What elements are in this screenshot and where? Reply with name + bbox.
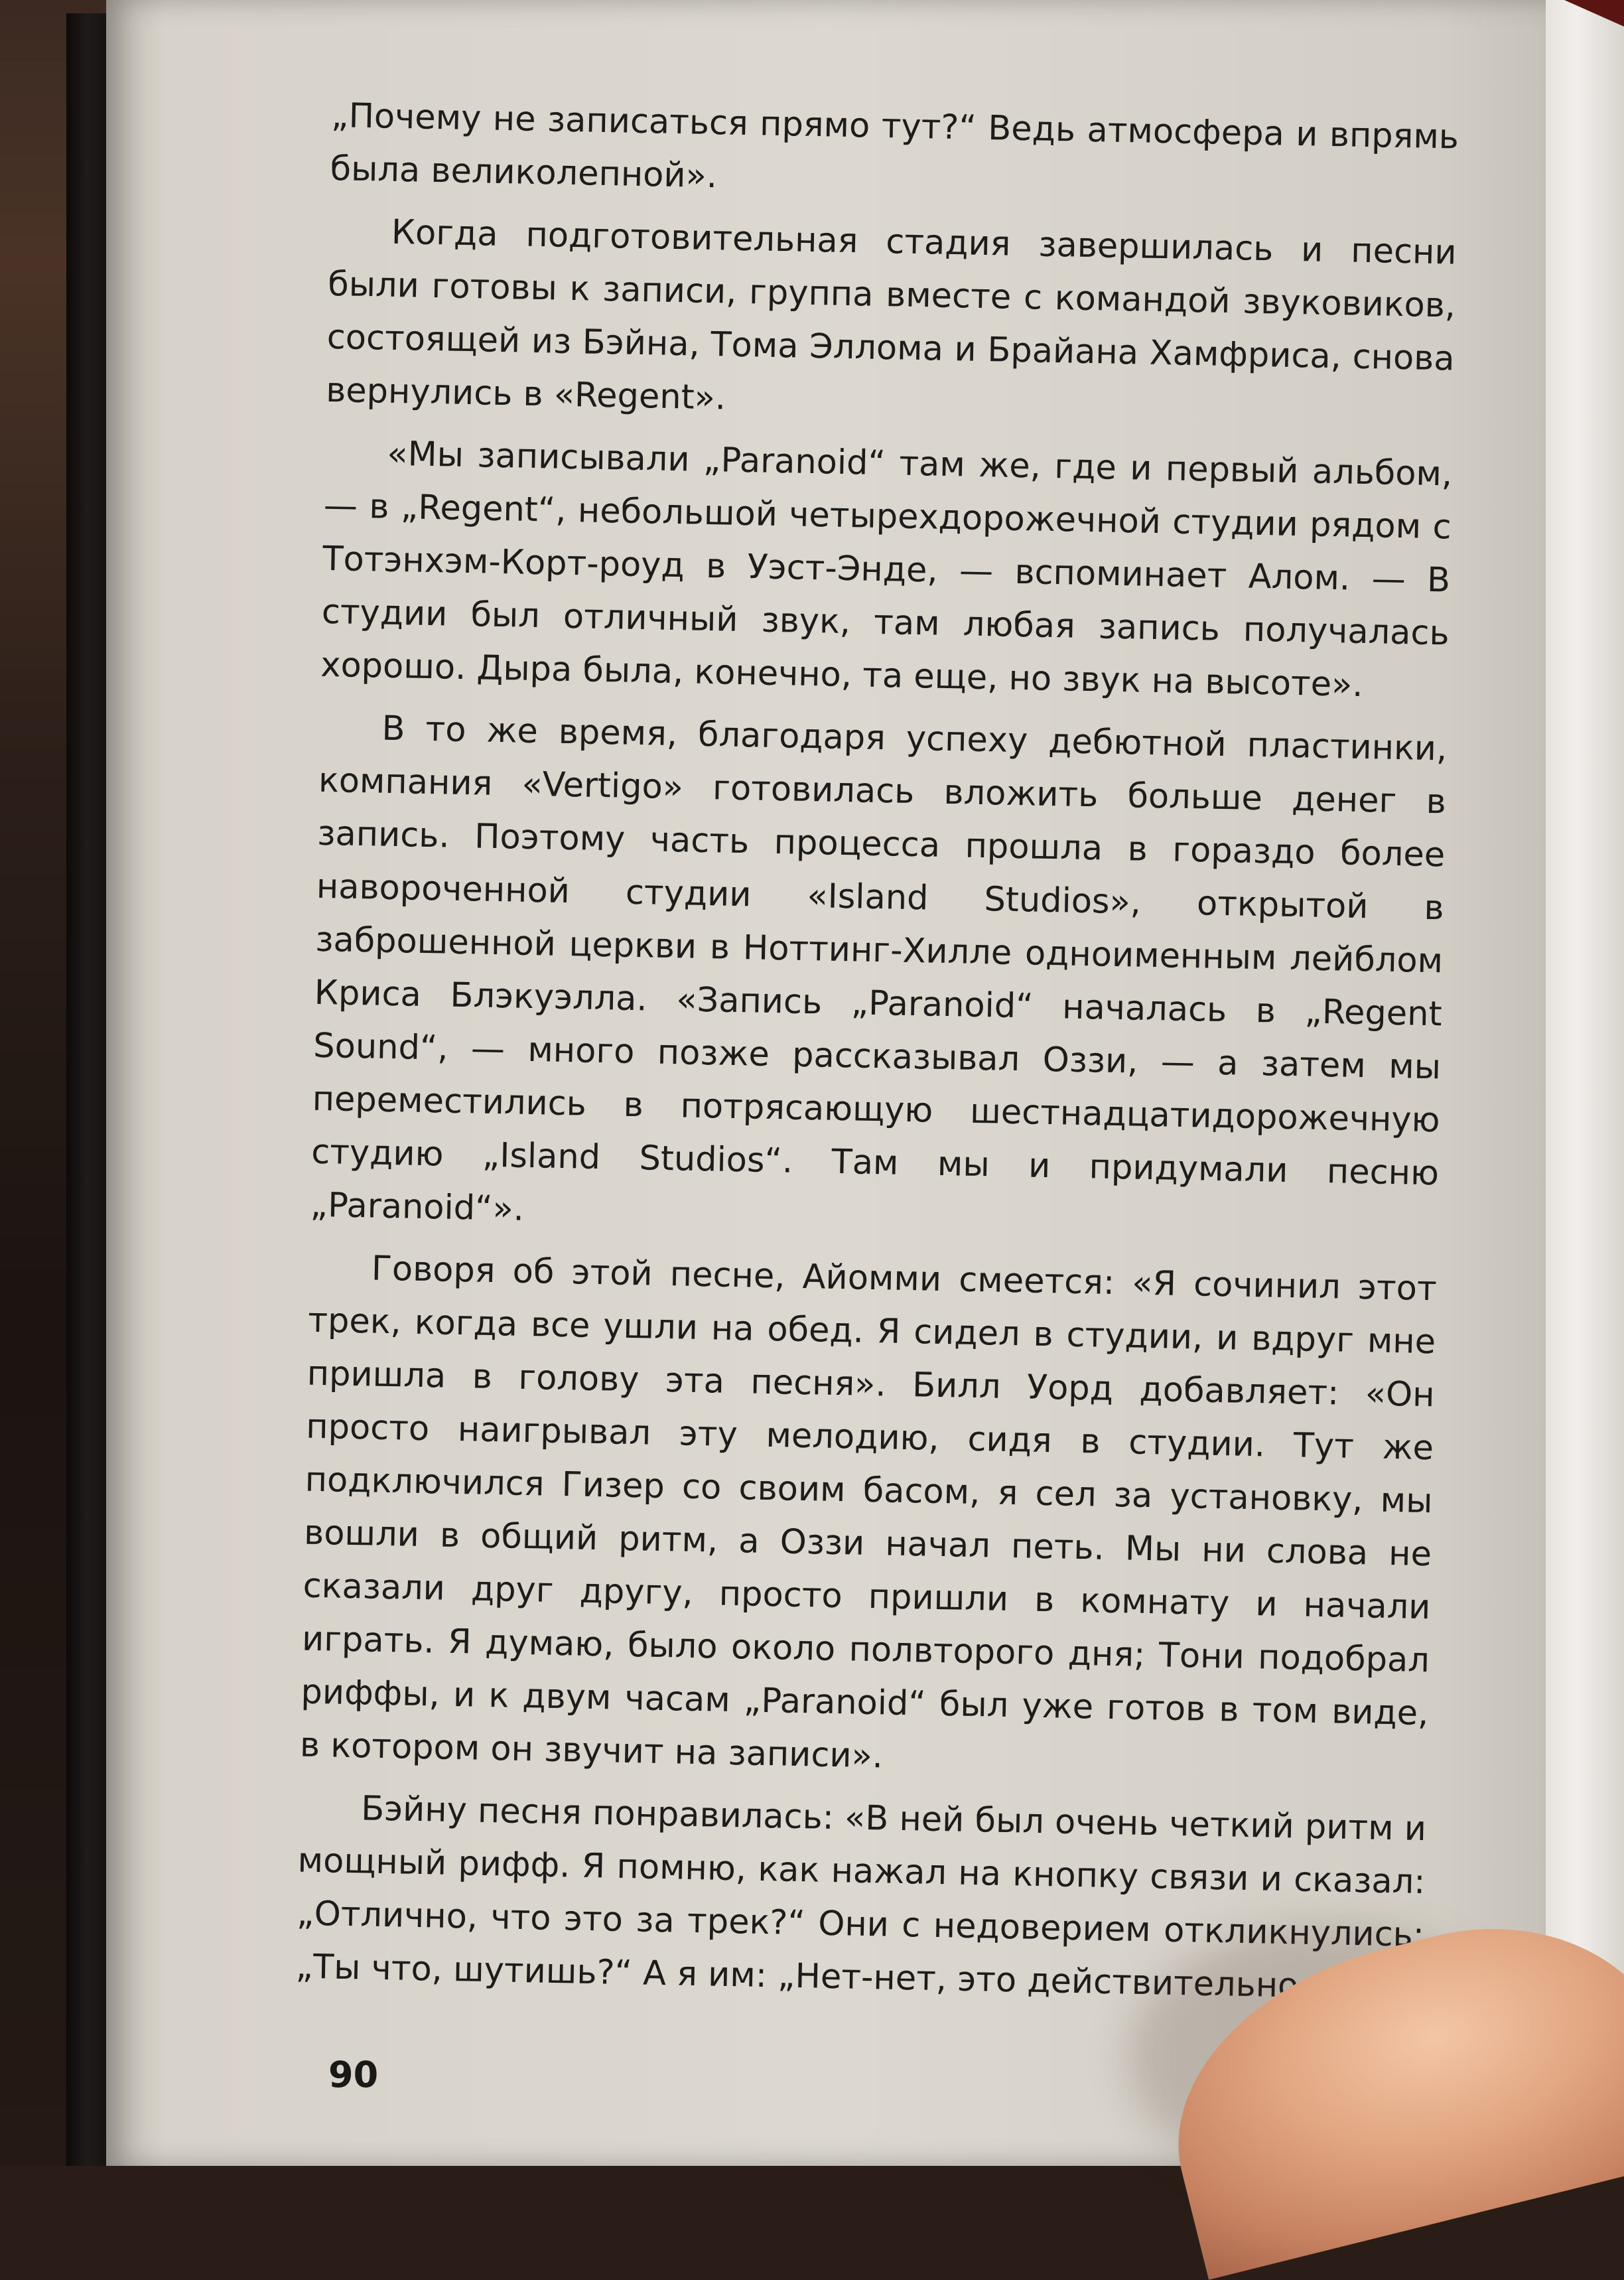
page-text [295, 90, 1459, 2025]
page-number: 90 [328, 2054, 379, 2096]
paragraph-2: Когда подготовительная стадия завершилась и песни были готовы к записи, группа вместе с командой звуковиков, состоящей из Бэйна, Тома Эллома и Брайана Хамфриса, снова вернулись в «Regent». [325, 212, 1457, 418]
paragraph-6: Бэйну песня понравилась: «В ней был очень четкий ритм и мощный рифф. Я помню, как нажал на кнопку связи и сказал: „Отлично, что это за трек?“ Они с недоверием откликнулись: „Ты что, шутишь?“ А я им: „Нет-нет, это действительно [295, 1789, 1427, 2006]
page-edge-right [1546, 0, 1624, 2166]
paragraph-3: «Мы записывали „Paranoid“ там же, где и первый альбом, — в „Regent“, небольшой четырехдорожечной студии рядом с Тотэнхэм-Корт-роуд в Уэст-Энде, — вспоминает Алом. — В студии был отличный звук, там любая запись получалась хорошо. Дыра была, конечно, та еще, но звук на высоте». [320, 434, 1453, 705]
paragraph-1: „Почему не записаться прямо тут?“ Ведь атмосфера и впрямь была великолепной». [330, 96, 1459, 196]
paragraph-4: В то же время, благодаря успеху дебютной пластинки, компания «Vertigo» готовилась вложить больше денег в запись. Поэтому часть процесса прошла в гораздо более навороченной студии «Island Studios», открытой в заброшенной церкви в Ноттинг-Хилле одноименным лейблом Криса Блэкуэлла. «Запись „Paranoid“ началась в „Regent Sound“, — много позже рассказывал Оззи, — а затем мы переместились в потрясающую шестнадцатидорожечную студию „Island Studios“. Там мы и придумали песню „Paranoid“». [310, 709, 1448, 1229]
paragraph-5: Говоря об этой песне, Айомми смеется: «Я сочинил этот трек, когда все ушли на обед. Я сидел в студии, и вдруг мне пришла в голову эта песня». Билл Уорд добавляет: «Он просто наигрывал эту мелодию, сидя в студии. Тут же подключился Гизер со своим басом, я сел за установку, мы вошли в общий ритм, а Оззи начал петь. Мы ни слова не сказали друг другу, просто пришли в комнату и начали играть. Я думаю, было около полвторого дня; Тони подобрал риффы, и к двум часам „Paranoid“ был уже готов в том виде, в котором он звучит на записи». [299, 1249, 1438, 1776]
